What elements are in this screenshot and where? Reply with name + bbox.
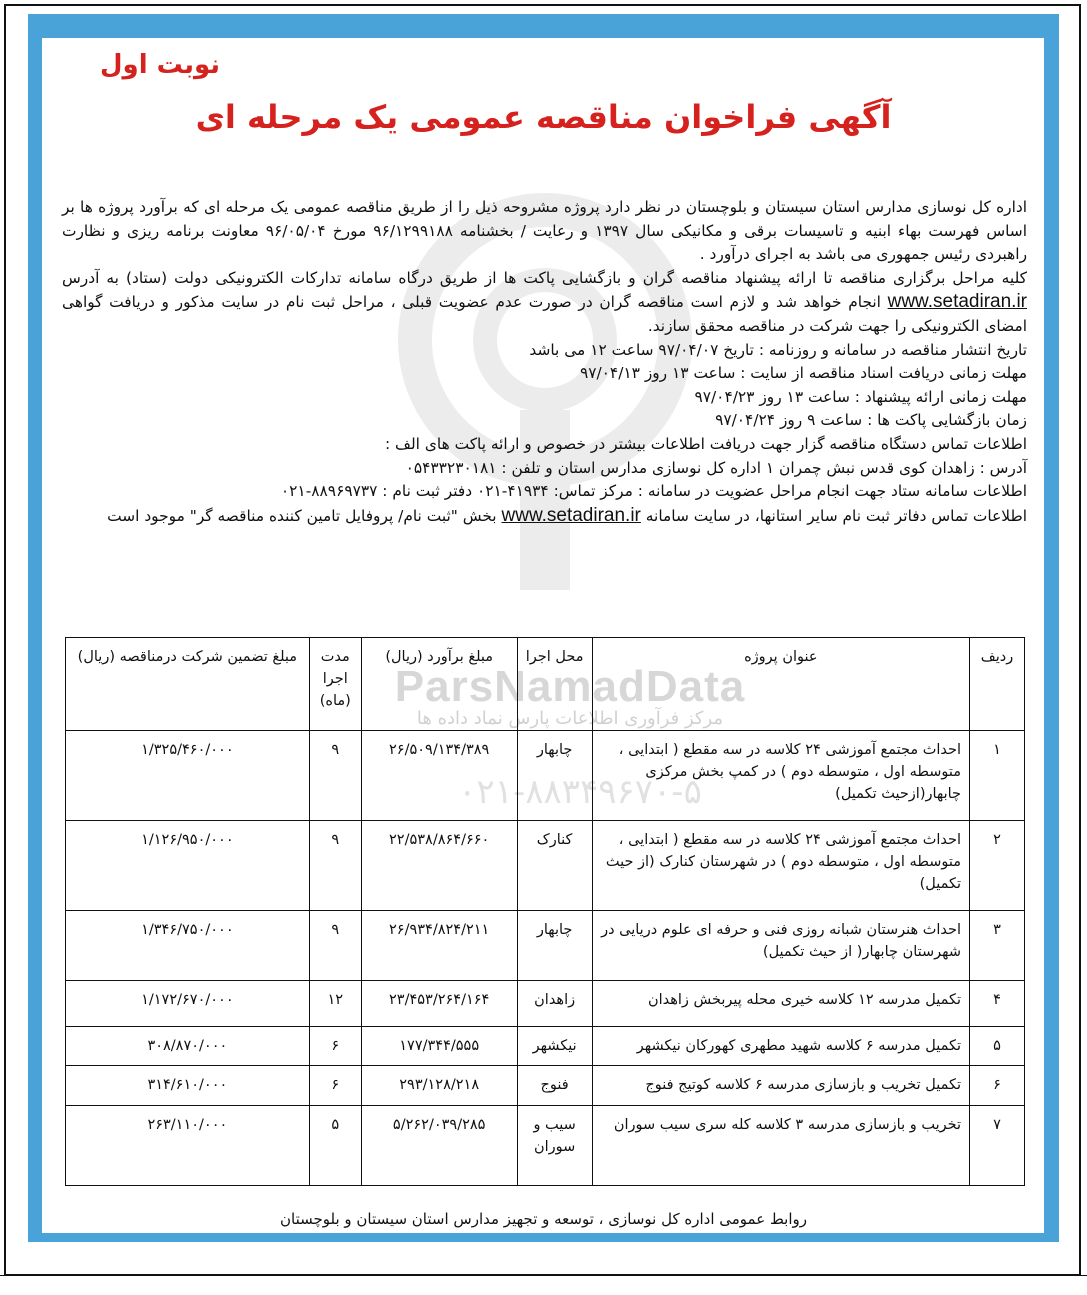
cell-duration: ۶ <box>309 1027 361 1066</box>
cell-location: نیکشهر <box>517 1027 592 1066</box>
address-line: آدرس : زاهدان کوی قدس نبش چمران ۱ اداره کل نوسازی مدارس استان و تلفن : ۰۵۴۳۳۲۳۰۱۸۱ <box>405 458 1027 477</box>
opening-date-line: زمان بازگشایی پاکت ها : ساعت ۹ روز ۹۷/۰۴/۲۴ <box>715 411 1027 430</box>
cell-row-number: ۲ <box>970 821 1025 911</box>
cell-row-number: ۱ <box>970 731 1025 821</box>
cell-guarantee: ۱/۱۲۶/۹۵۰/۰۰۰ <box>66 821 310 911</box>
cell-project-title: تکمیل مدرسه ۶ کلاسه شهید مطهری کهورکان نیکشهر <box>592 1027 969 1066</box>
cell-project-title: احداث هنرستان شبانه روزی فنی و حرفه ای علوم دریایی در شهرستان چابهار( از حیث تکمیل) <box>592 911 969 981</box>
cell-estimate: ۲۹۳/۱۲۸/۲۱۸ <box>361 1066 517 1106</box>
footer-signature: روابط عمومی اداره کل نوسازی ، توسعه و تجهیز مدارس استان سیستان و بلوچستان <box>279 1210 808 1228</box>
page-divider <box>0 1275 1087 1276</box>
table-row <box>66 821 1025 911</box>
notice-body <box>62 196 1027 528</box>
procedure-text-start: کلیه مراحل برگزاری مناقصه تا ارائه پیشنهاد مناقصه گران و بازگشایی پاکت ها از طریق درگاه سامانه تدارکات الکترونیکی دولت (ستاد) به آدرس <box>62 268 1027 287</box>
cell-project-title: احداث مجتمع آموزشی ۲۴ کلاسه در سه مقطع ( ابتدایی ، متوسطه اول ، متوسطه دوم ) در کمپ بخش مرکزی چابهار(ازحیث تکمیل) <box>592 731 969 821</box>
cell-project-title: تخریب و بازسازی مدرسه ۳ کلاسه کله سری سیب سوران <box>592 1106 969 1186</box>
table-row <box>66 1027 1025 1066</box>
intro-paragraph: اداره کل نوسازی مدارس استان سیستان و بلوچستان در نظر دارد پروژه مشروحه ذیل را از طریق مناقصه عمومی یک مرحله ای که برآورد پروژه ها بر اساس فهرست بهاء ابنیه و تاسیسات برقی و مکانیکی سال ۱۳۹۷ و رعایت / بخشنامه ۹۶/۱۲۹۹۱۸۸ مورخ ۹۶/۰۵/۰۴ معاونت برنامه ریزی و نظارت راهبردی رئیس جمهوری می باشد به اجرای درآورد . <box>62 198 1027 264</box>
cell-project-title: تکمیل تخریب و بازسازی مدرسه ۶ کلاسه کوتیج فنوج <box>592 1066 969 1106</box>
table-row <box>66 981 1025 1027</box>
cell-row-number: ۴ <box>970 981 1025 1027</box>
cell-duration: ۱۲ <box>309 981 361 1027</box>
setad-contact-line: اطلاعات سامانه ستاد جهت انجام مراحل عضویت در سامانه : مرکز تماس: ۴۱۹۳۴-۰۲۱ دفتر ثبت نام : ۸۸۹۶۹۷۳۷-۰۲۱ <box>280 482 1027 501</box>
table-row <box>66 911 1025 981</box>
offer-deadline-line: مهلت زمانی ارائه پیشنهاد : ساعت ۱۳ روز ۹۷/۰۴/۲۳ <box>694 387 1027 406</box>
cell-estimate: ۵/۲۶۲/۰۳۹/۲۸۵ <box>361 1106 517 1186</box>
watermark-subtitle: مرکز فرآوری اطلاعات پارس نماد داده ها <box>416 708 724 729</box>
cell-guarantee: ۱/۳۴۶/۷۵۰/۰۰۰ <box>66 911 310 981</box>
cell-location: چابهار <box>517 731 592 821</box>
cell-row-number: ۶ <box>970 1066 1025 1106</box>
cell-location: زاهدان <box>517 981 592 1027</box>
cell-project-title: احداث مجتمع آموزشی ۲۴ کلاسه در سه مقطع ( ابتدایی ، متوسطه اول ، متوسطه دوم ) در شهرستان کنارک (از حیث تکمیل) <box>592 821 969 911</box>
cell-duration: ۹ <box>309 821 361 911</box>
cell-row-number: ۷ <box>970 1106 1025 1186</box>
cell-location: سیب و سوران <box>517 1106 592 1186</box>
table-header-row <box>66 638 1025 731</box>
cell-row-number: ۳ <box>970 911 1025 981</box>
header-duration: مدت اجرا (ماه) <box>309 638 361 731</box>
header-row-number: ردیف <box>970 638 1025 731</box>
cell-duration: ۶ <box>309 1066 361 1106</box>
watermark-phone: ۰۲۱-۸۸۳۴۹۶۷۰-۵ <box>458 772 702 812</box>
publish-date-line: تاریخ انتشار مناقصه در سامانه و روزنامه : تاریخ ۹۷/۰۴/۰۷ ساعت ۱۲ می باشد <box>529 340 1027 359</box>
contact-heading-line: اطلاعات تماس دستگاه مناقصه گزار جهت دریافت اطلاعات بیشتر در خصوص و ارائه پاکت های الف : <box>384 434 1027 453</box>
cell-location: فنوج <box>517 1066 592 1106</box>
projects-table <box>65 637 1025 1186</box>
offices-text-start: اطلاعات تماس دفاتر ثبت نام سایر استانها، در سایت سامانه <box>645 506 1027 525</box>
cell-estimate: ۲۶/۹۳۴/۸۲۴/۲۱۱ <box>361 911 517 981</box>
header-location: محل اجرا <box>517 638 592 731</box>
cell-estimate: ۱۷۷/۳۴۴/۵۵۵ <box>361 1027 517 1066</box>
cell-guarantee: ۱/۱۷۲/۶۷۰/۰۰۰ <box>66 981 310 1027</box>
header-estimate: مبلغ برآورد (ریال) <box>361 638 517 731</box>
cell-row-number: ۵ <box>970 1027 1025 1066</box>
cell-guarantee: ۳۱۴/۶۱۰/۰۰۰ <box>66 1066 310 1106</box>
page-title: آگهی فراخوان مناقصه عمومی یک مرحله ای <box>195 98 892 136</box>
procedure-paragraph <box>62 267 1027 339</box>
cell-project-title: تکمیل مدرسه ۱۲ کلاسه خیری محله پیربخش زاهدان <box>592 981 969 1027</box>
setad-link[interactable]: www.setadiran.ir <box>887 291 1027 313</box>
table-row <box>66 1066 1025 1106</box>
docs-deadline-line: مهلت زمانی دریافت اسناد مناقصه از سایت : ساعت ۱۳ روز ۹۷/۰۴/۱۳ <box>579 364 1027 383</box>
table-row <box>66 731 1025 821</box>
cell-estimate: ۲۲/۵۳۸/۸۶۴/۶۶۰ <box>361 821 517 911</box>
offices-text-end: بخش "ثبت نام/ پروفایل تامین کننده مناقصه گر" موجود است <box>107 506 497 525</box>
cell-estimate: ۲۶/۵۰۹/۱۳۴/۳۸۹ <box>361 731 517 821</box>
procedure-text-end: انجام خواهد شد و لازم است مناقصه گران در صورت عدم عضویت قبلی ، مراحل ثبت نام در سایت مذکور و دریافت گواهی امضای الکترونیکی را جهت شرکت در مناقصه محقق سازند. <box>62 293 1027 335</box>
cell-guarantee: ۲۶۳/۱۱۰/۰۰۰ <box>66 1106 310 1186</box>
cell-location: چابهار <box>517 911 592 981</box>
offices-paragraph <box>62 504 1027 529</box>
table-row <box>66 1106 1025 1186</box>
cell-guarantee: ۱/۳۲۵/۴۶۰/۰۰۰ <box>66 731 310 821</box>
cell-duration: ۹ <box>309 911 361 981</box>
header-guarantee: مبلغ تضمین شرکت درمناقصه (ریال) <box>66 638 310 731</box>
round-badge: نوبت اول <box>100 50 221 80</box>
header-project-title: عنوان پروژه <box>592 638 969 731</box>
cell-guarantee: ۳۰۸/۸۷۰/۰۰۰ <box>66 1027 310 1066</box>
setad-link-2[interactable]: www.setadiran.ir <box>501 504 641 526</box>
watermark-brand: ParsNamadData <box>394 662 746 711</box>
cell-location: کنارک <box>517 821 592 911</box>
cell-duration: ۵ <box>309 1106 361 1186</box>
cell-estimate: ۲۳/۴۵۳/۲۶۴/۱۶۴ <box>361 981 517 1027</box>
cell-duration: ۹ <box>309 731 361 821</box>
